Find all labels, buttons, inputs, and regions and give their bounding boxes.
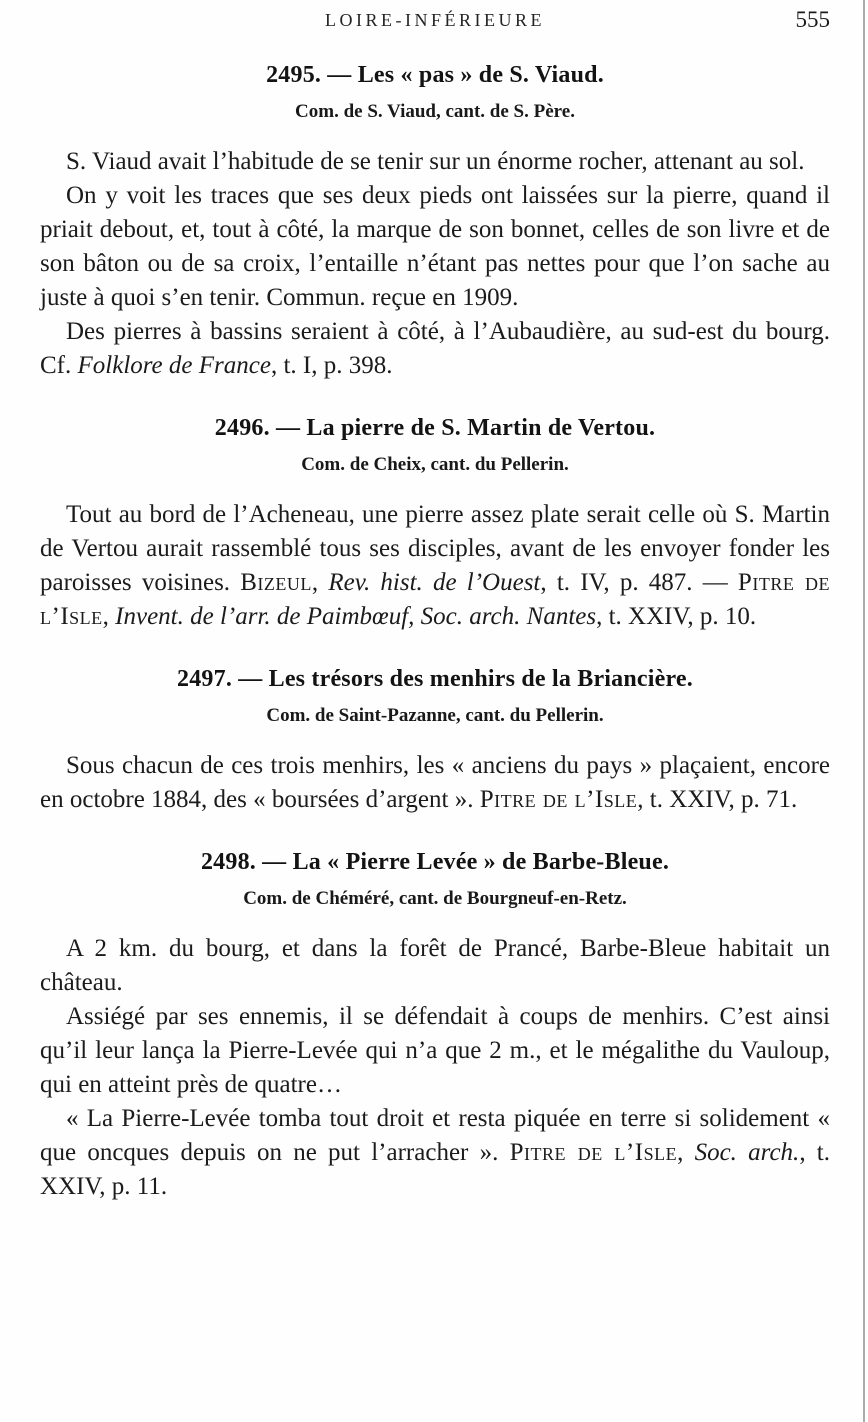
entry-2498 — [40, 849, 830, 1204]
text-segment-normal: , t. XXIV, p. 10. — [596, 603, 757, 630]
text-segment-smallcaps: Pitre de l’Isle — [509, 1139, 678, 1166]
entry-heading: 2496. — La pierre de S. Martin de Vertou. — [214, 415, 656, 441]
text-segment-normal: , t. XXIV, p. 71. — [637, 786, 798, 813]
text-segment-normal: , t. I, p. 398. — [270, 352, 393, 379]
paragraph — [40, 315, 830, 383]
text-segment-smallcaps: Pitre de l’Isle — [40, 569, 831, 630]
text-segment-smallcaps: Pitre de l’Isle — [479, 786, 638, 813]
entry-subheading: Com. de Cheix, cant. du Pellerin. — [301, 454, 569, 475]
text-segment-normal: On y voit les traces que ses deux pieds ont laissées sur la pierre, quand il priait debout, et, tout à côté, la marque de son bonnet, celles de son livre et de son bâton ou de sa croix, l’entaille n’étant pas nettes pour que l’on sache au juste à quoi s’en tenir. Commun. reçue en 1909. — [40, 182, 830, 311]
entry-subheading: Com. de Chéméré, cant. de Bourgneuf-en-Retz. — [243, 888, 627, 909]
page-body — [40, 62, 830, 1204]
text-segment-normal: , — [677, 1139, 695, 1166]
text-segment-normal: , t. XXIV, p. 11. — [40, 1139, 830, 1200]
entry-2496 — [40, 415, 830, 634]
text-segment-normal: A 2 km. du bourg, et dans la forêt de Prancé, Barbe-Bleue habitait un château. — [40, 935, 830, 996]
text-segment-normal: Des pierres à bassins seraient à côté, à l’Aubaudière, au sud-est du bourg. Cf. — [40, 318, 830, 379]
text-segment-smallcaps: Bizeul — [240, 569, 312, 596]
running-title: LOIRE-INFÉRIEURE — [325, 10, 545, 30]
paragraph — [40, 1102, 830, 1204]
text-segment-normal: , — [102, 603, 116, 630]
entry-subheading: Com. de S. Viaud, cant. de S. Père. — [295, 101, 575, 122]
text-segment-italic: Rev. hist. de l’Ouest — [328, 569, 541, 596]
text-segment-normal: S. Viaud avait l’habitude de se tenir sur un énorme rocher, attenant au sol. — [66, 148, 805, 175]
text-segment-italic: Soc. arch. — [694, 1139, 800, 1166]
entry-2497 — [40, 666, 830, 817]
entry-2495 — [40, 62, 830, 383]
text-segment-normal: « La Pierre-Levée tomba tout droit et resta piquée en terre si solidement « que oncques depuis on ne put l’arracher ». — [40, 1105, 830, 1166]
paragraph — [40, 932, 830, 1000]
text-segment-normal: Assiégé par ses ennemis, il se défendait à coups de menhirs. C’est ainsi qu’il leur lança la Pierre-Levée qui n’a que 2 m., et le mégalithe du Vauloup, qui en atteint près de quatre… — [40, 1003, 830, 1098]
entry-subheading: Com. de Saint-Pazanne, cant. du Pellerin. — [266, 705, 604, 726]
text-segment-normal: , t. IV, p. 487. — — [540, 569, 738, 596]
page-number: 555 — [795, 7, 830, 32]
paragraph — [40, 1000, 830, 1102]
paragraph — [40, 498, 830, 634]
paragraph — [40, 145, 830, 179]
scan-edge-line — [863, 0, 865, 1422]
paragraph — [40, 749, 830, 817]
text-segment-normal: Tout au bord de l’Acheneau, une pierre assez plate serait celle où S. Martin de Vertou aurait rassemblé tous ses disciples, avant de les envoyer fonder les paroisses voisines. — [40, 501, 830, 596]
entry-heading: 2495. — Les « pas » de S. Viaud. — [266, 62, 604, 88]
paragraph — [40, 179, 830, 315]
text-segment-normal: Sous chacun de ces trois menhirs, les « anciens du pays » plaçaient, encore en octobre 1884, des « boursées d’argent ». — [40, 752, 830, 813]
text-segment-italic: Folklore de France — [77, 352, 271, 379]
text-segment-normal: , — [311, 569, 329, 596]
entry-heading: 2498. — La « Pierre Levée » de Barbe-Bleue. — [200, 849, 670, 875]
text-segment-italic: Invent. de l’arr. de Paimbœuf, Soc. arch. Nantes — [115, 603, 597, 630]
entry-heading: 2497. — Les trésors des menhirs de la Briancière. — [177, 666, 693, 692]
page-header — [40, 7, 830, 42]
